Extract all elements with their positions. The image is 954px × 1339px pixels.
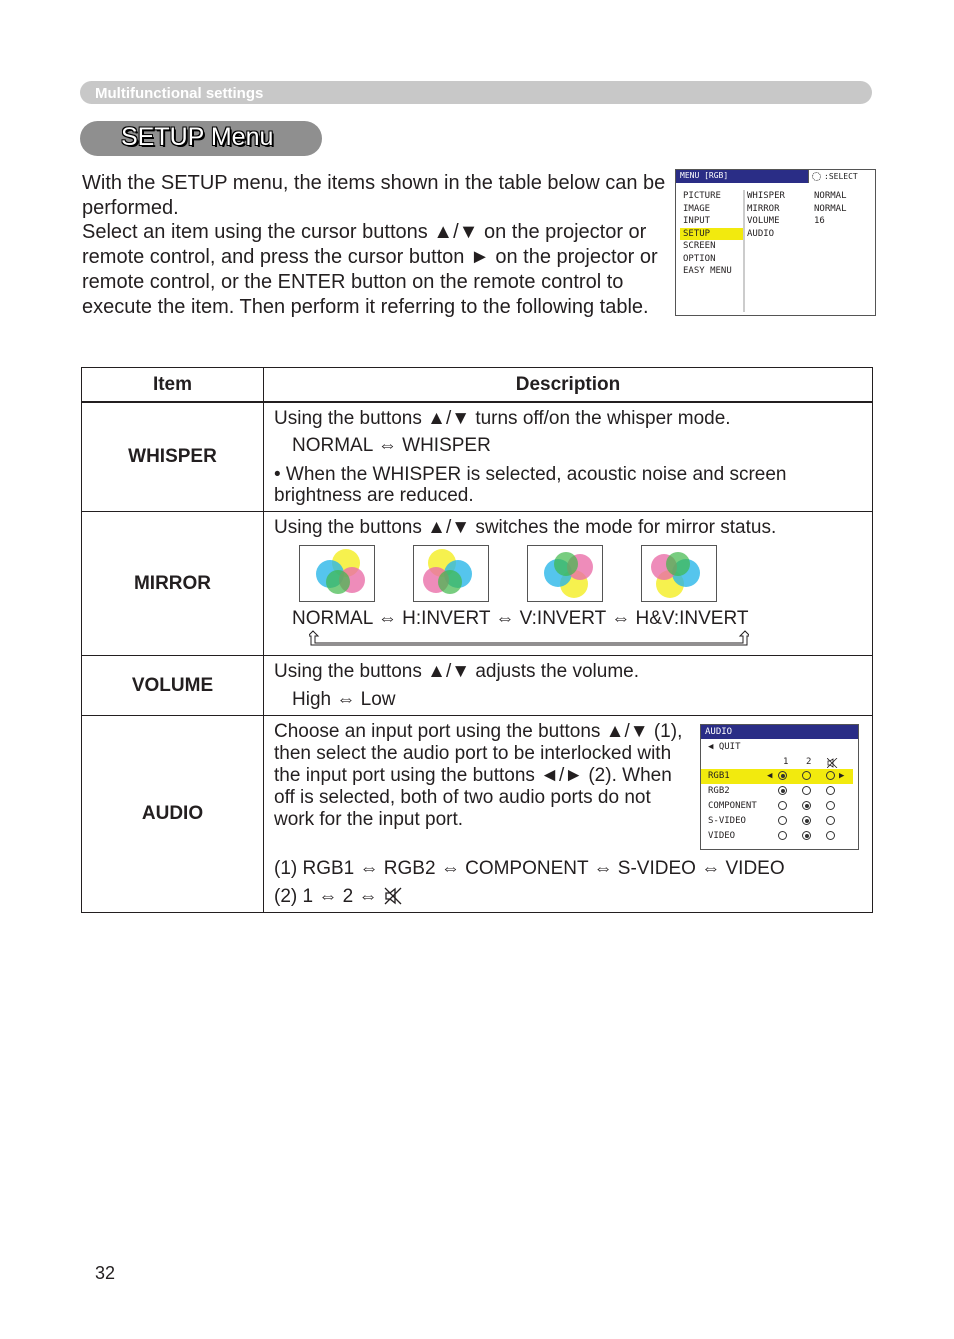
desc-audio <box>264 716 873 913</box>
menu-row-volume[interactable]: VOLUME 16 <box>747 216 825 226</box>
mirror-line-1: Using the buttons ▲/▼ switches the mode for mirror status. <box>274 517 777 538</box>
mirror-h-invert-icon <box>413 545 489 602</box>
table-row-mirror <box>82 512 873 656</box>
header-item: Item <box>82 368 264 403</box>
page-number: 32 <box>95 1263 116 1283</box>
intro-paragraph-1: With the SETUP menu, the items shown in the table below can be performed. <box>82 172 666 219</box>
radio-component-1[interactable] <box>778 801 787 810</box>
item-audio: AUDIO <box>82 716 264 913</box>
audio-port-s-video[interactable]: S-VIDEO <box>701 814 858 829</box>
menu-item-option[interactable]: OPTION <box>683 253 716 264</box>
desc-whisper <box>264 402 873 512</box>
audio-port-rgb1[interactable]: RGB1 ◀ ▶ <box>701 769 853 784</box>
radio-rgb1-mute[interactable] <box>826 771 835 780</box>
radio-rgb2-1[interactable] <box>778 786 787 795</box>
audio-menu-screenshot <box>700 724 859 850</box>
page-title-pill <box>80 121 322 156</box>
menu-item-setup[interactable]: SETUP <box>680 228 743 241</box>
audio-port-component[interactable]: COMPONENT <box>701 799 858 814</box>
intro-text <box>82 171 672 319</box>
volume-line-2: High ⇔ Low <box>292 689 396 710</box>
right-arrow-icon: ▶ <box>839 771 845 781</box>
audio-box-title: AUDIO <box>701 725 858 739</box>
radio-video-1[interactable] <box>778 831 787 840</box>
audio-port-rgb2[interactable]: RGB2 <box>701 784 858 799</box>
radio-rgb2-2[interactable] <box>802 786 811 795</box>
radio-video-2[interactable] <box>802 831 811 840</box>
audio-line-3: (2) 1 ⇔ 2 ⇔ <box>274 886 872 908</box>
audio-line-2: (1) RGB1 ⇔ RGB2 ⇔ COMPONENT ⇔ S-VIDEO ⇔ VIDEO <box>274 858 785 879</box>
menu-screenshot <box>675 169 876 316</box>
section-bar <box>80 81 872 104</box>
radio-s-video-1[interactable] <box>778 816 787 825</box>
mute-column-icon <box>827 758 838 768</box>
section-title: Multifunctional settings <box>95 85 264 102</box>
radio-rgb2-mute[interactable] <box>826 786 835 795</box>
item-whisper: WHISPER <box>82 402 264 512</box>
radio-rgb1-2[interactable] <box>802 771 811 780</box>
left-arrow-icon: ◀ <box>767 771 773 781</box>
audio-quit-row[interactable]: ◀ QUIT <box>708 742 741 752</box>
mirror-v-invert-icon <box>527 545 603 602</box>
item-mirror: MIRROR <box>82 512 264 656</box>
radio-component-2[interactable] <box>802 801 811 810</box>
radio-rgb1-1[interactable] <box>778 771 787 780</box>
cycle-arrow-icon <box>309 630 749 646</box>
volume-line-1: Using the buttons ▲/▼ adjusts the volume. <box>274 661 640 682</box>
mirror-normal-icon <box>299 545 375 602</box>
menu-item-picture[interactable]: PICTURE <box>683 191 721 201</box>
audio-line-1: Choose an input port using the buttons ▲/▼ (1), then select the audio port to be interlocked with the input port using the buttons ◄/► (2). When off is selected, both of two audio ports do not work for the input port. <box>274 721 683 830</box>
audio-port-video[interactable]: VIDEO <box>701 829 858 844</box>
menu-row-audio[interactable]: AUDIO <box>747 228 775 239</box>
radio-component-mute[interactable] <box>826 801 835 810</box>
menu-select-hint: :SELECT <box>808 170 875 183</box>
table-row-audio <box>82 716 873 913</box>
radio-video-mute[interactable] <box>826 831 835 840</box>
menu-item-input[interactable]: INPUT <box>683 216 711 226</box>
whisper-line-2: NORMAL ⇔ WHISPER <box>292 435 491 456</box>
mirror-illustrations <box>299 545 872 603</box>
table-row-volume <box>82 656 873 716</box>
whisper-line-3: • When the WHISPER is selected, acoustic noise and screen brightness are reduced. <box>274 464 787 506</box>
menu-row-whisper[interactable]: WHISPER NORMAL <box>747 191 847 201</box>
mirror-hv-invert-icon <box>641 545 717 602</box>
menu-item-easy-menu[interactable]: EASY MENU <box>683 266 732 276</box>
mirror-line-2: NORMAL ⇔ H:INVERT ⇔ V:INVERT ⇔ H&V:INVERT <box>292 608 749 629</box>
menu-item-image[interactable]: IMAGE <box>683 203 711 214</box>
menu-header <box>676 170 875 183</box>
menu-item-screen[interactable]: SCREEN <box>683 241 716 251</box>
menu-row-mirror[interactable]: MIRROR NORMAL <box>747 203 847 214</box>
page-title: SETUP Menu <box>121 123 274 151</box>
table-header-row <box>82 368 873 403</box>
radio-s-video-mute[interactable] <box>826 816 835 825</box>
setup-table <box>81 367 873 913</box>
table-row-whisper <box>82 402 873 512</box>
menu-categories <box>680 190 745 312</box>
whisper-line-1: Using the buttons ▲/▼ turns off/on the whisper mode. <box>274 408 731 429</box>
select-cursor-icon <box>812 172 821 181</box>
menu-setup-values <box>747 190 847 240</box>
menu-title: MENU [RGB] <box>680 171 729 180</box>
radio-s-video-2[interactable] <box>802 816 811 825</box>
header-description: Description <box>264 368 873 403</box>
audio-column-header: 1 2 <box>701 755 858 769</box>
mute-icon <box>383 887 403 905</box>
desc-volume <box>264 656 873 716</box>
item-volume: VOLUME <box>82 656 264 716</box>
desc-mirror <box>264 512 873 656</box>
intro-paragraph-2: Select an item using the cursor buttons ▲/▼ on the projector or remote control, and press the cursor button ► on the projector or remote control, or the ENTER button on the remote control to execute the item. Then perform it referring to the following table. <box>82 221 658 318</box>
